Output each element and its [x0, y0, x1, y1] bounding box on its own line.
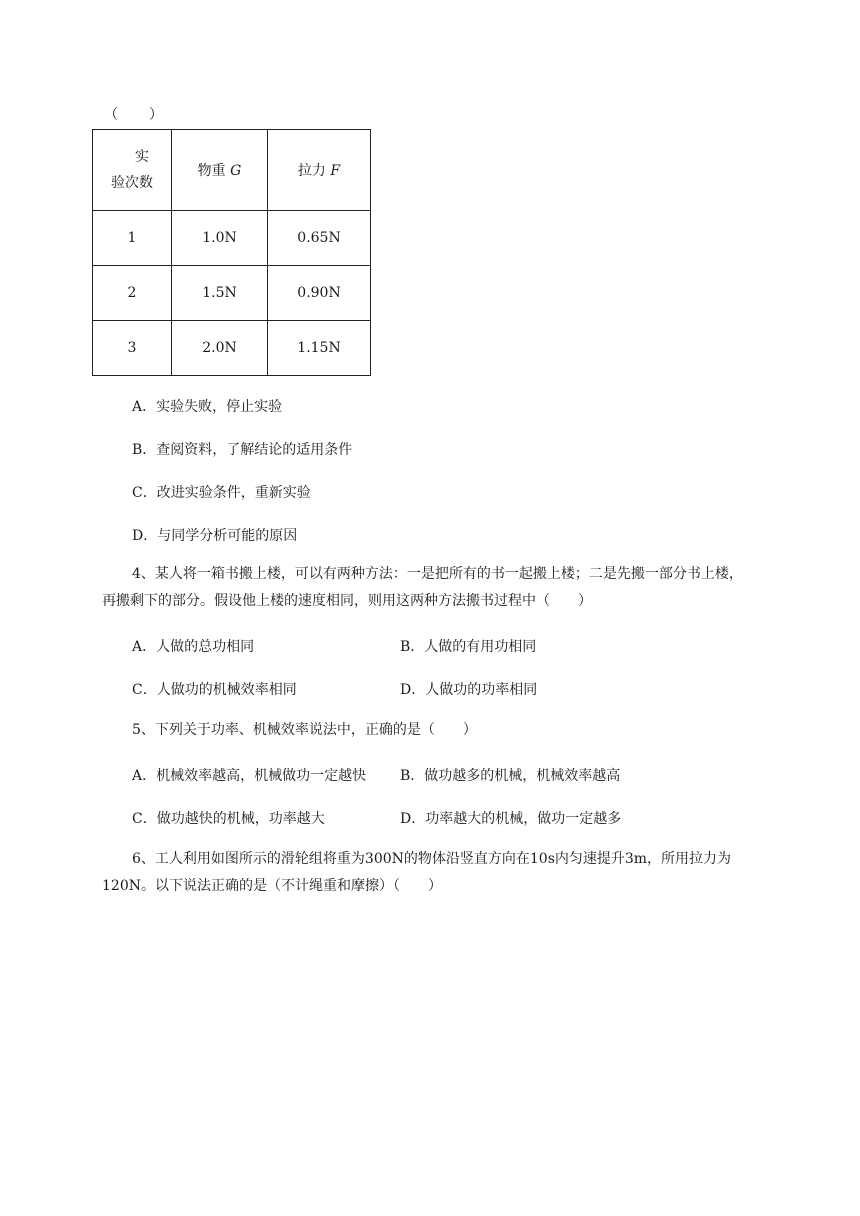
q4-text-line2: 再搬剩下的部分。假设他上楼的速度相同，则用这两种方法搬书过程中（ ） [102, 593, 592, 609]
q4-option-b: B．人做的有用功相同 [400, 639, 537, 655]
cell-force: 0.65N [268, 211, 371, 266]
q5-option-b: B．做功越多的机械，机械效率越高 [400, 768, 621, 784]
cell-force: 0.90N [268, 266, 371, 321]
cell-trial: 1 [93, 211, 172, 266]
cell-trial: 3 [93, 321, 172, 376]
q5-option-d: D．功率越大的机械，做功一定越多 [400, 811, 622, 827]
cell-trial: 2 [93, 266, 172, 321]
table-header-row [93, 130, 371, 211]
header-force: 拉力 F [268, 130, 371, 211]
question-3-paren: （ ） [104, 107, 164, 123]
q5-option-c: C．做功越快的机械，功率越大 [132, 811, 325, 827]
table-row [93, 266, 371, 321]
q3-option-a: A．实验失败，停止实验 [132, 399, 283, 415]
q4-text-line1: 4、某人将一箱书搬上楼，可以有两种方法：一是把所有的书一起搬上楼；二是先搬一部分书上楼， [132, 566, 743, 582]
q4-option-d: D．人做功的功率相同 [400, 682, 538, 698]
q6-text-line1: 6、工人利用如图所示的滑轮组将重为300N的物体沿竖直方向在10s内匀速提升3m，所用拉力为 [132, 851, 732, 867]
cell-weight: 1.0N [172, 211, 268, 266]
q6-text-line2: 120N。以下说法正确的是（不计绳重和摩擦）（ ） [102, 878, 442, 894]
header-weight: 物重 G [172, 130, 268, 211]
q3-option-d: D．与同学分析可能的原因 [132, 528, 298, 544]
table-row [93, 321, 371, 376]
cell-weight: 2.0N [172, 321, 268, 376]
q4-option-a: A．人做的总功相同 [132, 639, 255, 655]
q4-option-c: C．人做功的机械效率相同 [132, 682, 297, 698]
experiment-table [92, 129, 371, 376]
header-trial: 实 验次数 [93, 130, 172, 211]
q3-option-b: B．查阅资料，了解结论的适用条件 [132, 442, 353, 458]
cell-weight: 1.5N [172, 266, 268, 321]
q5-option-a: A．机械效率越高，机械做功一定越快 [132, 768, 367, 784]
table-row [93, 211, 371, 266]
q3-option-c: C．改进实验条件，重新实验 [132, 485, 311, 501]
q5-text: 5、下列关于功率、机械效率说法中，正确的是（ ） [132, 722, 477, 738]
cell-force: 1.15N [268, 321, 371, 376]
